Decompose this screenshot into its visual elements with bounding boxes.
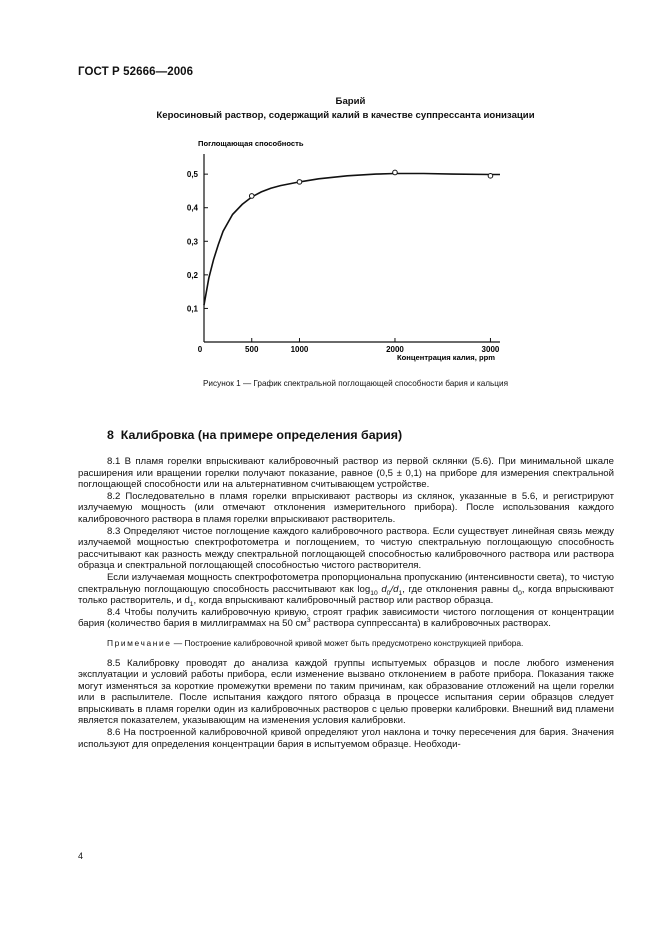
note-text: — Построение калибровочной кривой может быть предусмотрено конструкцией прибора.	[171, 637, 524, 648]
paragraph-8-3: 8.3 Определяют чистое поглощение каждого калибровочного раствора. Если существует линейная связь между излучаемой мощностью спектрофотометра и поглощением, то чистую спектральную поглощающую способность рассчитывают как разность между спектральной поглощающей способностью калибровочного раствора или раствора образца и спектральной поглощающей способностью чистого растворителя.	[78, 525, 614, 572]
x-axis-label: Концентрация калия, ppm	[397, 353, 495, 362]
x-tick-label: 3000	[481, 345, 500, 354]
section-title: Калибровка (на примере определения бария)	[120, 428, 403, 442]
series-curve	[204, 174, 500, 306]
y-axis-label: Поглощающая способность	[198, 139, 304, 148]
x-tick-label: 1000	[290, 345, 309, 354]
chart-ticks	[187, 170, 500, 354]
absorbance-chart	[0, 0, 661, 380]
chart-axes	[204, 154, 500, 342]
y-tick-label: 0,2	[186, 270, 198, 280]
page-number: 4	[78, 851, 84, 861]
figure-subtitle: Керосиновый раствор, содержащий калий в качестве суппрессанта ионизации	[156, 110, 535, 121]
paragraph-8-4: 8.4 Чтобы получить калибровочную кривую, строят график зависимости чистого поглощения от концентрации бария (количество бария в миллиграммах на 50 $см^3$ раствора суппрессанта) в калибровочных растворах.	[78, 606, 614, 630]
y-tick-label: 0,1	[186, 304, 198, 314]
data-point-marker	[393, 170, 398, 175]
document-code-header: ГОСТ Р 52666—2006	[78, 66, 194, 78]
x-tick-label: 0	[197, 345, 203, 354]
figure-caption: Рисунок 1 — График спектральной поглощающей способности бария и кальция	[202, 379, 509, 388]
figure-title: Барий	[335, 96, 366, 107]
x-tick-label: 500	[245, 345, 259, 354]
note-label: Примечание	[107, 637, 172, 648]
paragraph-8-3-continued: Если излучаемая мощность спектрофотометра пропорциональна пропусканию (интенсивности света), то чистую спектральную поглощающую способность рассчитывают как $\log_{10} d_0/d_1$, где отклонения равны $d_0$, когда впрыскивают только растворитель, и $d_1$, когда впрыскивают калибровочный раствор или раствор образца.	[78, 571, 614, 609]
y-tick-label: 0,4	[186, 203, 198, 213]
section-heading	[107, 428, 402, 442]
y-tick-label: 0,5	[186, 170, 198, 180]
y-tick-label: 0,3	[186, 237, 198, 247]
paragraph-8-6: 8.6 На построенной калибровочной кривой определяют угол наклона и точку пересечения для бария. Значения используют для определения концентрации бария в испытуемом образце. Необходи-	[78, 727, 614, 750]
paragraph-8-2: 8.2 Последовательно в пламя горелки впрыскивают растворы из склянок, указанные в 5.6, и регистрируют излучаемую мощность (или отмечают отклонения измерительного прибора). После использования каждого калибровочного раствора в пламя горелки впрыскивают растворитель.	[78, 490, 614, 525]
data-point-marker	[249, 194, 254, 199]
body-text	[78, 456, 614, 750]
paragraph-8-1: 8.1 В пламя горелки впрыскивают калибровочный раствор из первой склянки (5.6). При минимальной шкале расширения или вращении горелки получают показание, равное (0,5 ± 0,1) на приборе для измерения спектральной поглощающей способности или на альтернативном считывающем устройстве.	[78, 456, 614, 491]
x-tick-label: 2000	[386, 345, 404, 354]
section-number: 8	[107, 428, 114, 442]
data-point-marker	[488, 174, 493, 179]
data-point-marker	[297, 180, 302, 185]
note	[78, 638, 614, 650]
paragraph-8-5: 8.5 Калибровку проводят до анализа каждой группы испытуемых образцов и после любого изменения эксплуатации и условий работы прибора, если изменение вызвано отклонением в работе прибора. Показания также могут изменяться за короткие промежутки времени по таким причинам, как образование отложений на щели горелки или в распылителе. После испытания каждого пятого образца в процессе испытания серии образцов следует впрыскивать в пламя горелки один из калибровочных растворов с целью проверки калибровки. Внешний вид пламени является показателем, указывающим на изменения условия калибровки.	[78, 657, 614, 727]
